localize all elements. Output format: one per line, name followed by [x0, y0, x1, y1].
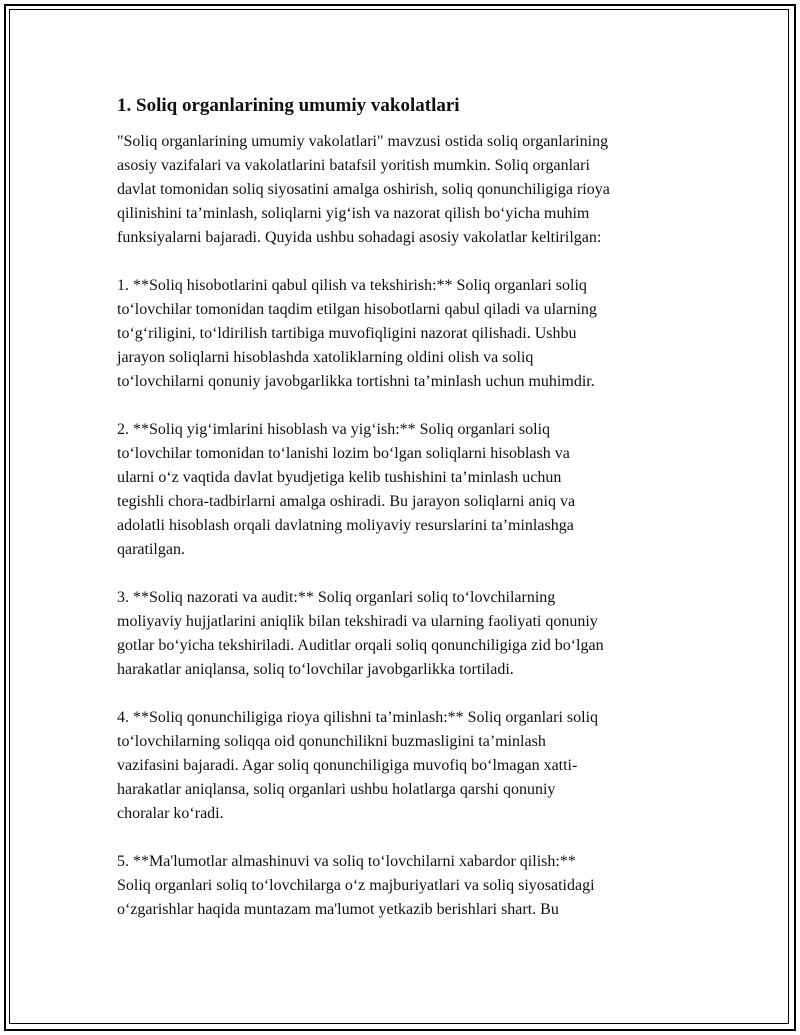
document-body	[117, 91, 692, 946]
text-line: vazifasini bajaradi. Agar soliq qonunchiligiga muvofiq bo‘lmagan xatti-	[117, 757, 578, 774]
text-line: to‘lovchilarning soliqqa oid qonunchilikni buzmasligini ta’minlash	[117, 733, 546, 750]
text-line: 5. **Ma'lumotlar almashinuvi va soliq to‘lovchilarni xabardor qilish:**	[117, 853, 576, 870]
text-line: o‘zgarishlar haqida muntazam ma'lumot yetkazib berishlari shart. Bu	[117, 901, 559, 918]
text-line: davlat tomonidan soliq siyosatini amalga oshirish, soliq qonunchiligiga rioya	[117, 181, 610, 198]
text-line: 3. **Soliq nazorati va audit:** Soliq organlari soliq to‘lovchilarning	[117, 589, 556, 606]
list-item-3-paragraph	[117, 586, 692, 682]
list-item-5-paragraph	[117, 850, 692, 922]
text-line: Soliq organlari soliq to‘lovchilarga o‘z majburiyatlari va soliq siyosatidagi	[117, 877, 595, 894]
text-line: asosiy vazifalari va vakolatlarini batafsil yoritish mumkin. Soliq organlari	[117, 157, 590, 174]
page-title: 1. Soliq organlarining umumiy vakolatlari	[117, 95, 460, 116]
text-line: qaratilgan.	[117, 541, 185, 558]
text-line: harakatlar aniqlansa, soliq to‘lovchilar javobgarlikka tortiladi.	[117, 661, 514, 678]
text-line: 2. **Soliq yig‘imlarini hisoblash va yig‘ish:** Soliq organlari soliq	[117, 421, 551, 438]
text-line: jarayon soliqlarni hisoblashda xatoliklarning oldini olish va soliq	[117, 349, 534, 366]
text-line: ularni o‘z vaqtida davlat byudjetiga kelib tushishini ta’minlash uchun	[117, 469, 562, 486]
text-line: gotlar bo‘yicha tekshiriladi. Auditlar orqali soliq qonunchiligiga zid bo‘lgan	[117, 637, 604, 654]
text-line: to‘lovchilar tomonidan taqdim etilgan hisobotlarni qabul qiladi va ularning	[117, 301, 597, 318]
text-line: to‘lovchilar tomonidan to‘lanishi lozim bo‘lgan soliqlarni hisoblash va	[117, 445, 570, 462]
list-item-4-paragraph	[117, 706, 692, 826]
text-line: 4. **Soliq qonunchiligiga rioya qilishni ta’minlash:** Soliq organlari soliq	[117, 709, 599, 726]
text-line: tegishli chora-tadbirlarni amalga oshiradi. Bu jarayon soliqlarni aniq va	[117, 493, 576, 510]
text-line: qilinishini ta’minlash, soliqlarni yig‘ish va nazorat qilish bo‘yicha muhim	[117, 205, 590, 222]
text-line: moliyaviy hujjatlarini aniqlik bilan tekshiradi va ularning faoliyati qonuniy	[117, 613, 598, 630]
text-line: adolatli hisoblash orqali davlatning moliyaviy resurslarini ta’minlashga	[117, 517, 574, 534]
text-line: choralar ko‘radi.	[117, 805, 224, 822]
text-line: "Soliq organlarining umumiy vakolatlari" mavzusi ostida soliq organlarining	[117, 133, 609, 150]
text-line: harakatlar aniqlansa, soliq organlari ushbu holatlarga qarshi qonuniy	[117, 781, 556, 798]
intro-paragraph	[117, 130, 692, 250]
text-line: 1. **Soliq hisobotlarini qabul qilish va tekshirish:** Soliq organlari soliq	[117, 277, 587, 294]
text-line: funksiyalarni bajaradi. Quyida ushbu sohadagi asosiy vakolatlar keltirilgan:	[117, 229, 602, 246]
text-line: to‘lovchilarni qonuniy javobgarlikka tortishni ta’minlash uchun muhimdir.	[117, 373, 595, 390]
list-item-2-paragraph	[117, 418, 692, 562]
text-line: to‘g‘riligini, to‘ldirilish tartibiga muvofiqligini nazorat qilishadi. Ushbu	[117, 325, 577, 342]
list-item-1-paragraph	[117, 274, 692, 394]
